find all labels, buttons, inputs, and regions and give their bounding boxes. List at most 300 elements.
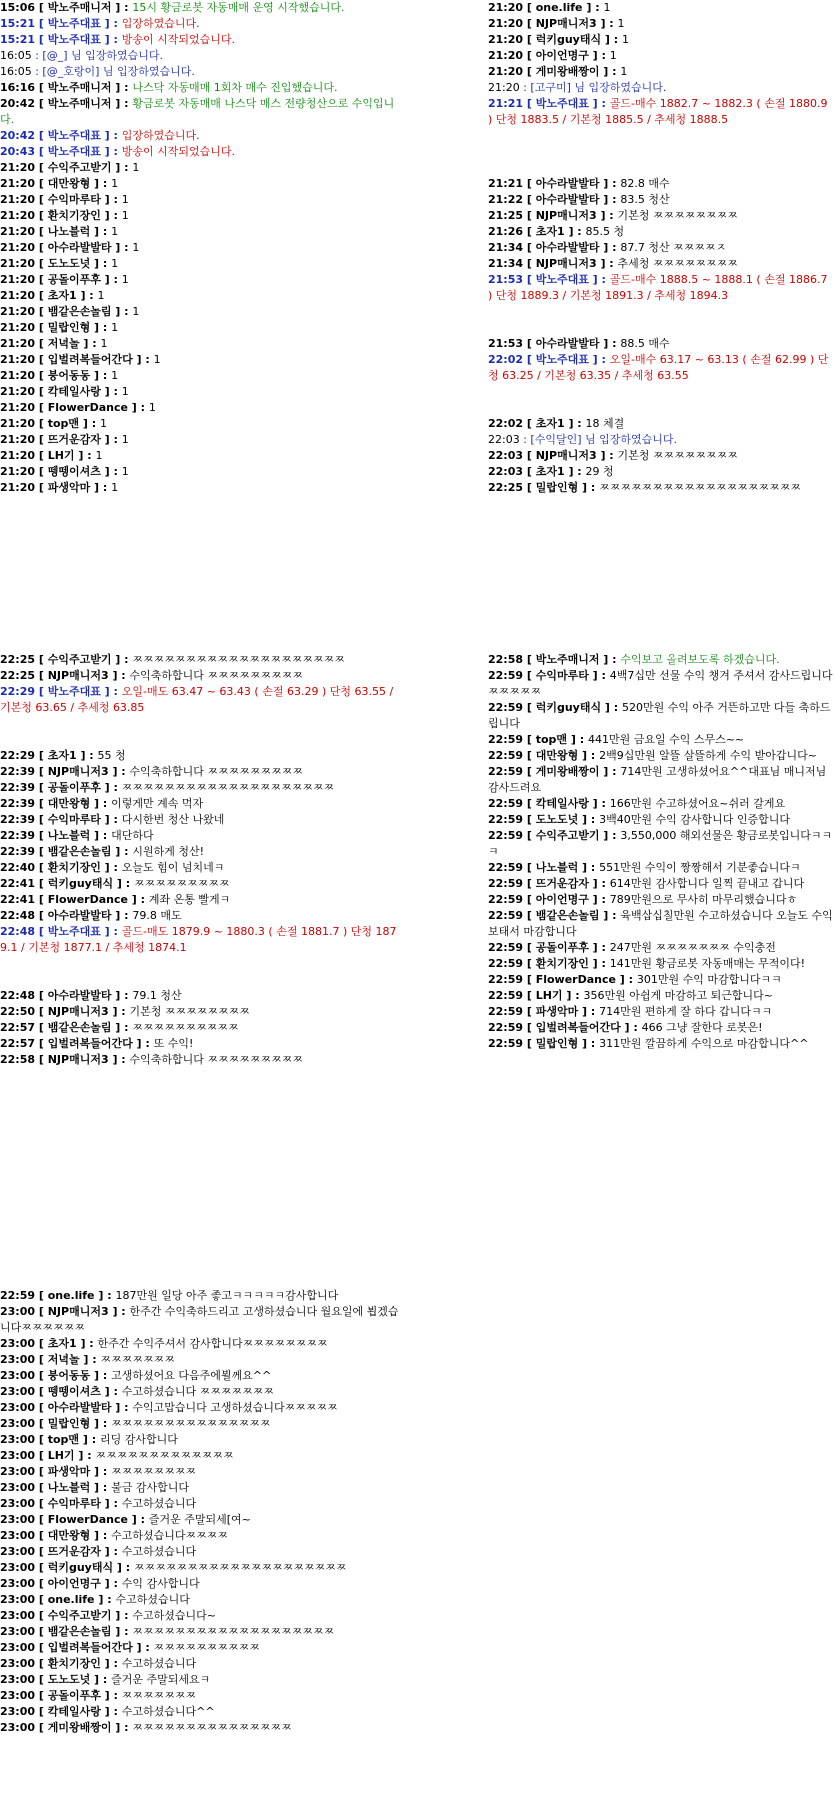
message-text: 1 [111, 321, 119, 334]
message-text: 1 [617, 17, 625, 30]
chat-message: 22:59 [ 칵테일사랑 ] : 166만원 수고하셨어요~쉬러 갈게요 [488, 797, 786, 810]
message-time: 21:21 [488, 177, 524, 190]
chat-message: 22:59 [ one.life ] : 187만원 일당 아주 좋고ㅋㅋㅋㅋㅋ감사합니다 [0, 1289, 339, 1302]
message-time: 22:48 [0, 989, 36, 1002]
chat-message: 21:34 [ 아수라발발타 ] : 87.7 청산 ㅉㅉㅉㅉㅈ [488, 241, 727, 254]
message-nickname: 뱀같은손놀림 [535, 909, 600, 922]
message-text: 입장하였습니다. [121, 129, 200, 142]
message-nickname: 박노주대표 [47, 685, 101, 698]
message-text: 입장하였습니다. [121, 17, 200, 30]
message-text: 1 [121, 273, 129, 286]
chat-message: 21:20 [ 럭키guy태식 ] : 1 [488, 33, 630, 46]
message-time: 20:43 [0, 145, 36, 158]
message-nickname: 뜨거운감자 [535, 877, 589, 890]
message-time: 20:42 [0, 97, 36, 110]
message-text: 리딩 감사합니다 [99, 1433, 178, 1446]
chat-message: 21:20 [ 입벌려복들어간다 ] : 1 [0, 353, 161, 366]
message-nickname: 아수라발발타 [535, 177, 600, 190]
chat-message: 22:48 [ 아수라발발타 ] : 79.8 매도 [0, 909, 182, 922]
message-time: 22:39 [0, 765, 36, 778]
message-text: 이렇게만 계속 먹자 [111, 797, 204, 810]
message-time: 23:00 [0, 1705, 36, 1718]
chat-message: 22:02 [ 초자1 ] : 18 체결 [488, 417, 625, 430]
message-nickname: 파생악마 [535, 1005, 579, 1018]
chat-message: 22:58 [ NJP매니저3 ] : 수익축하합니다 ㅉㅉㅉㅉㅉㅉㅉㅉㅉ [0, 1053, 304, 1066]
message-text: 나스닥 자동매매 1회차 매수 진입했습니다. [132, 81, 338, 94]
message-text: ㅉㅉㅉㅉㅉㅉㅉㅉ [111, 1465, 197, 1478]
message-time: 21:34 [488, 241, 524, 254]
system-notice: [@_] 님 입장하였습니다. [42, 49, 163, 62]
message-nickname: FlowerDance [47, 401, 128, 414]
message-time: 22:25 [0, 653, 36, 666]
message-nickname: 박노주매니저 [47, 81, 112, 94]
chat-message: 23:00 [ top맨 ] : 리딩 감사합니다 [0, 1433, 178, 1446]
message-text: ㅉㅉㅉㅉㅉㅉㅉㅉㅉㅉ [153, 1641, 260, 1654]
message-nickname: 게미왕배짱이 [535, 765, 600, 778]
message-time: 21:20 [488, 81, 520, 94]
chat-message: 21:20 [ 초자1 ] : 1 [0, 289, 105, 302]
message-text: 55 청 [97, 749, 126, 762]
chat-message: 22:59 [ 수익마루타 ] : 4백7십만 선물 수익 챙겨 주셔서 감사드립니다ㅉㅉㅉㅉㅉ [488, 669, 833, 698]
message-time: 21:20 [488, 49, 524, 62]
message-text: 수고하셨습니다~ [132, 1609, 216, 1622]
message-text: 166만원 수고하셨어요~쉬러 갈게요 [609, 797, 786, 810]
message-nickname: 박노주대표 [47, 925, 101, 938]
message-time: 21:20 [0, 209, 36, 222]
message-nickname: LH기 [47, 449, 75, 462]
message-nickname: 저녁놀 [47, 337, 80, 350]
message-nickname: 대만왕형 [535, 749, 579, 762]
message-time: 22:59 [488, 1021, 524, 1034]
message-nickname: NJP매니저3 [47, 669, 109, 682]
message-text: 87.7 청산 ㅉㅉㅉㅉㅈ [620, 241, 727, 254]
message-text: 1 [132, 161, 140, 174]
message-text: 83.5 청산 [620, 193, 670, 206]
chat-message: 23:00 [ 뱀같은손놀림 ] : ㅉㅉㅉㅉㅉㅉㅉㅉㅉㅉㅉㅉㅉㅉㅉㅉㅉㅉㅉ [0, 1625, 335, 1638]
message-nickname: 초자1 [535, 225, 565, 238]
chat-gap [488, 320, 835, 336]
message-time: 22:29 [0, 685, 36, 698]
message-text: 3백40만원 수익 감사합니다 인증합니다 [599, 813, 791, 826]
chat-message: 22:59 [ 입벌려복들어간다 ] : 466 그냥 잘한다 로봇은! [488, 1021, 763, 1034]
chat-message: 23:00 [ 저녁놀 ] : ㅉㅉㅉㅉㅉㅉㅉ [0, 1353, 175, 1366]
message-nickname: 초자1 [535, 465, 565, 478]
message-nickname: 대만왕형 [47, 797, 91, 810]
chat-message: 22:03 [ 초자1 ] : 29 청 [488, 465, 614, 478]
chat-message: 21:20 [ one.life ] : 1 [488, 1, 611, 14]
message-nickname: 환치기장인 [47, 209, 101, 222]
message-text: ㅉㅉㅉㅉㅉㅉㅉㅉㅉㅉㅉㅉㅉㅉㅉㅉㅉㅉㅉ [132, 1625, 335, 1638]
message-time: 22:59 [488, 877, 524, 890]
message-nickname: FlowerDance [47, 893, 128, 906]
chat-message: 23:00 [ 입벌려복들어간다 ] : ㅉㅉㅉㅉㅉㅉㅉㅉㅉㅉ [0, 1641, 260, 1654]
message-time: 21:20 [0, 177, 36, 190]
chat-message: 21:20 : [고구미] 님 입장하였습니다. [488, 81, 667, 94]
message-time: 21:20 [488, 33, 524, 46]
message-nickname: 아수라발발타 [47, 989, 112, 1002]
message-nickname: 아수라발발타 [535, 241, 600, 254]
message-nickname: 초자1 [47, 1337, 77, 1350]
message-time: 22:59 [488, 957, 524, 970]
message-text: 시원하게 청산! [132, 845, 205, 858]
message-nickname: 아이언명구 [47, 1577, 101, 1590]
message-time: 22:59 [488, 861, 524, 874]
message-nickname: 나노블럭 [535, 861, 579, 874]
message-time: 21:20 [0, 273, 36, 286]
chat-message: 21:20 [ NJP매니저3 ] : 1 [488, 17, 625, 30]
message-text: 방송이 시작되었습니다. [121, 145, 236, 158]
message-time: 22:57 [0, 1021, 36, 1034]
message-time: 22:50 [0, 1005, 36, 1018]
message-time: 22:48 [0, 925, 36, 938]
message-nickname: 뜨거운감자 [47, 1545, 101, 1558]
chat-message: 23:00 [ 붕어동동 ] : 고생하셨어요 다음주에뵐께요^^ [0, 1369, 272, 1382]
message-time: 15:21 [0, 33, 36, 46]
message-nickname: 뱀같은손놀림 [47, 1625, 112, 1638]
message-nickname: 수익마루타 [47, 1497, 101, 1510]
chat-message: 23:00 [ 공돌이푸후 ] : ㅉㅉㅉㅉㅉㅉㅉ [0, 1689, 197, 1702]
message-time: 22:25 [488, 481, 524, 494]
chat-message: 22:48 [ 박노주대표 ] : 골드-매도 1879.9 ~ 1880.3 ( 손절 1881.7 ) 단청 1879.1 / 기본청 1877.1 / 추세청 1874.1 [0, 925, 397, 954]
chat-message: 21:20 [ 게미왕배짱이 ] : 1 [488, 65, 628, 78]
chat-message: 22:59 [ 나노블럭 ] : 551만원 수익이 짱짱해서 기분좋습니다ㅋ [488, 861, 801, 874]
chat-gap [488, 304, 835, 320]
message-nickname: 밀랍인형 [47, 321, 91, 334]
message-time: 22:59 [488, 765, 524, 778]
message-time: 21:20 [0, 321, 36, 334]
message-time: 16:05 [0, 49, 32, 62]
chat-message: 21:21 [ 박노주대표 ] : 골드-매수 1882.7 ~ 1882.3 ( 손절 1880.9 ) 단청 1883.5 / 기본청 1885.5 / 추세청 1888.5 [488, 97, 828, 126]
chat-gap [488, 160, 835, 176]
message-time: 23:00 [0, 1625, 36, 1638]
message-text: 714만원 고생하셨어요^^대표님 매니저님 감사드려요 [488, 765, 827, 794]
message-text: 466 그냥 잘한다 로봇은! [641, 1021, 763, 1034]
chat-log-panel-2 [488, 0, 835, 600]
message-time: 22:39 [0, 829, 36, 842]
message-nickname: 입벌려복들어간다 [47, 353, 133, 366]
message-time: 21:20 [0, 193, 36, 206]
message-time: 22:59 [488, 1005, 524, 1018]
message-text: 추세청 ㅉㅉㅉㅉㅉㅉㅉㅉ [617, 257, 738, 270]
chat-message: 21:20 [ 뱀같은손놀림 ] : 1 [0, 305, 140, 318]
message-text: 오늘도 힘이 넘치네ㅋ [121, 861, 225, 874]
message-time: 16:16 [0, 81, 36, 94]
chat-message: 22:29 [ 박노주대표 ] : 오일-매도 63.47 ~ 63.43 ( 손절 63.29 ) 단청 63.55 / 기본청 63.65 / 추세청 63.85 [0, 685, 394, 714]
chat-message: 22:40 [ 환치기장인 ] : 오늘도 힘이 넘치네ㅋ [0, 861, 225, 874]
message-nickname: 공돌이푸후 [47, 1689, 101, 1702]
message-text: 수고하셨습니다 [121, 1657, 197, 1670]
message-time: 22:59 [488, 973, 524, 986]
message-nickname: 파생악마 [47, 1465, 91, 1478]
message-nickname: 밀랍인형 [47, 1417, 91, 1430]
message-text: 1 [620, 65, 628, 78]
message-nickname: LH기 [535, 989, 563, 1002]
message-time: 22:59 [488, 941, 524, 954]
message-time: 21:20 [0, 401, 36, 414]
message-nickname: 박노주대표 [47, 129, 101, 142]
message-nickname: NJP매니저3 [47, 1305, 109, 1318]
chat-message: 23:00 [ 뗑뗑이셔츠 ] : 수고하셨습니다 ㅉㅉㅉㅉㅉㅉㅉ [0, 1385, 275, 1398]
message-time: 22:41 [0, 877, 36, 890]
message-text: 1 [111, 257, 119, 270]
chat-message: 21:20 [ 수익주고받기 ] : 1 [0, 161, 140, 174]
chat-message: 23:00 [ 대만왕형 ] : 수고하셨습니다ㅉㅉㅉㅉ [0, 1529, 229, 1542]
message-time: 22:02 [488, 353, 524, 366]
chat-message: 22:59 [ 럭키guy태식 ] : 520만원 수익 아주 거뜬하고만 다들 축하드립니다 [488, 701, 831, 730]
message-time: 21:25 [488, 209, 524, 222]
message-text: 301만원 수익 마감합니다ㅋㅋ [636, 973, 782, 986]
message-nickname: 칵테일사랑 [47, 1705, 101, 1718]
message-time: 23:00 [0, 1337, 36, 1350]
message-nickname: 박노주매니저 [535, 653, 600, 666]
message-nickname: 럭키guy태식 [535, 701, 602, 714]
chat-message: 22:59 [ 공돌이푸후 ] : 247만원 ㅉㅉㅉㅉㅉㅉㅉ 수익충전 [488, 941, 776, 954]
message-nickname: 아수라발발타 [47, 1401, 112, 1414]
chat-message: 22:59 [ 뱀같은손놀림 ] : 육백삽십칠만원 수고하셨습니다 오늘도 수익보태서 마감합니다 [488, 909, 833, 938]
chat-message: 23:00 [ 럭키guy태식 ] : ㅉㅉㅉㅉㅉㅉㅉㅉㅉㅉㅉㅉㅉㅉㅉㅉㅉㅉㅉㅉ [0, 1561, 347, 1574]
chat-message: 23:00 [ 초자1 ] : 한주간 수익주셔서 감사합니다ㅉㅉㅉㅉㅉㅉㅉㅉ [0, 1337, 328, 1350]
chat-message: 21:21 [ 아수라발발타 ] : 82.8 매수 [488, 177, 670, 190]
message-time: 21:26 [488, 225, 524, 238]
message-time: 22:41 [0, 893, 36, 906]
chat-message: 21:25 [ NJP매니저3 ] : 기본청 ㅉㅉㅉㅉㅉㅉㅉㅉ [488, 209, 738, 222]
chat-message: 21:53 [ 박노주대표 ] : 골드-매수 1888.5 ~ 1888.1 ( 손절 1886.7 ) 단청 1889.3 / 기본청 1891.3 / 추세청 1894.3 [488, 273, 828, 302]
message-nickname: 박노주매니저 [47, 97, 112, 110]
message-text: 1 [99, 417, 107, 430]
message-nickname: 환치기장인 [47, 1657, 101, 1670]
message-time: 22:40 [0, 861, 36, 874]
message-nickname: FlowerDance [535, 973, 616, 986]
message-text: 방송이 시작되었습니다. [121, 33, 236, 46]
chat-message: 22:59 [ 도노도넛 ] : 3백40만원 수익 감사합니다 인증합니다 [488, 813, 791, 826]
message-time: 23:00 [0, 1433, 36, 1446]
message-text: ㅉㅉㅉㅉㅉㅉㅉㅉㅉㅉㅉㅉㅉㅉㅉ [111, 1417, 271, 1430]
message-nickname: 수익마루타 [535, 669, 589, 682]
message-nickname: 수익주고받기 [535, 829, 600, 842]
message-nickname: 입벌려복들어간다 [47, 1037, 133, 1050]
message-text: 1 [95, 449, 103, 462]
message-text: 다시한번 청산 나왔네 [121, 813, 225, 826]
chat-message: 22:59 [ 밀랍인형 ] : 311만원 깔끔하게 수익으로 마감합니다^^ [488, 1037, 809, 1050]
message-nickname: 나노블럭 [47, 1481, 91, 1494]
message-nickname: 초자1 [535, 417, 565, 430]
message-nickname: 럭키guy태식 [47, 1561, 114, 1574]
message-time: 22:59 [488, 893, 524, 906]
chat-message: 22:48 [ 아수라발발타 ] : 79.1 청산 [0, 989, 182, 1002]
message-text: 141만원 황금로봇 자동매매는 무적이다! [609, 957, 806, 970]
message-time: 21:20 [0, 241, 36, 254]
message-text: 88.5 매수 [620, 337, 670, 350]
message-nickname: top맨 [47, 1433, 80, 1446]
message-nickname: 나노블럭 [47, 829, 91, 842]
chat-message: 22:39 [ 공돌이푸후 ] : ㅉㅉㅉㅉㅉㅉㅉㅉㅉㅉㅉㅉㅉㅉㅉㅉㅉㅉㅉㅉ [0, 781, 335, 794]
message-time: 23:00 [0, 1673, 36, 1686]
message-text: ㅉㅉㅉㅉㅉㅉㅉㅉㅉㅉㅉㅉㅉㅉㅉㅉㅉㅉㅉ [599, 481, 802, 494]
message-time: 22:59 [488, 813, 524, 826]
message-time: 21:20 [0, 225, 36, 238]
message-time: 23:00 [0, 1657, 36, 1670]
message-nickname: 도노도넛 [535, 813, 579, 826]
chat-message: 22:41 [ 럭키guy태식 ] : ㅉㅉㅉㅉㅉㅉㅉㅉㅉ [0, 877, 230, 890]
message-text: 714만원 편하게 잘 하다 갑니다ㅋㅋ [599, 1005, 773, 1018]
chat-message: 15:21 [ 박노주대표 ] : 입장하였습니다. [0, 17, 200, 30]
chat-message: 22:39 [ 뱀같은손놀림 ] : 시원하게 청산! [0, 845, 205, 858]
message-time: 23:00 [0, 1545, 36, 1558]
message-time: 23:00 [0, 1577, 36, 1590]
message-nickname: 럭키guy태식 [47, 877, 114, 890]
chat-message: 22:59 [ 파생악마 ] : 714만원 편하게 잘 하다 갑니다ㅋㅋ [488, 1005, 773, 1018]
message-time: 23:00 [0, 1609, 36, 1622]
chat-gap [488, 400, 835, 416]
message-nickname: NJP매니저3 [47, 1053, 109, 1066]
message-text: 1 [132, 241, 140, 254]
message-text: 불금 감사합니다 [111, 1481, 190, 1494]
message-nickname: 박노주대표 [535, 273, 589, 286]
message-nickname: 뱀같은손놀림 [47, 845, 112, 858]
chat-message: 23:00 [ 도노도넛 ] : 즐거운 주말되세요ㅋ [0, 1673, 211, 1686]
message-text: 614만원 감사합니다 일찍 끝내고 갑니다 [609, 877, 805, 890]
chat-message: 15:06 [ 박노주매니저 ] : 15시 황금로봇 자동매매 운영 시작했습니다. [0, 1, 345, 14]
message-text: 1 [121, 465, 129, 478]
message-nickname: 대만왕형 [47, 177, 91, 190]
message-text: 520만원 수익 아주 거뜬하고만 다들 축하드립니다 [488, 701, 831, 730]
message-nickname: 붕어동동 [47, 1369, 91, 1382]
chat-message: 21:20 [ 파생악마 ] : 1 [0, 481, 119, 494]
message-time: 21:20 [488, 65, 524, 78]
message-time: 21:20 [0, 385, 36, 398]
message-text: 4백7십만 선물 수익 챙겨 주셔서 감사드립니다ㅉㅉㅉㅉㅉ [488, 669, 833, 698]
chat-message: 16:05 : [@_] 님 입장하였습니다. [0, 49, 163, 62]
chat-message: 21:20 [ LH기 ] : 1 [0, 449, 103, 462]
chat-message: 21:20 [ 아수라발발타 ] : 1 [0, 241, 140, 254]
message-nickname: 입벌려복들어간다 [535, 1021, 621, 1034]
message-nickname: 밀랍인형 [535, 1037, 579, 1050]
message-nickname: 수익마루타 [47, 813, 101, 826]
message-nickname: 도노도넛 [47, 1673, 91, 1686]
message-text: 18 체결 [585, 417, 625, 430]
chat-message: 21:22 [ 아수라발발타 ] : 83.5 청산 [488, 193, 670, 206]
message-text: 1 [622, 33, 630, 46]
message-time: 22:59 [0, 1289, 36, 1302]
chat-message: 22:39 [ 수익마루타 ] : 다시한번 청산 나왔네 [0, 813, 225, 826]
message-nickname: NJP매니저3 [535, 449, 597, 462]
message-text: 82.8 매수 [620, 177, 670, 190]
message-text: 1 [121, 433, 129, 446]
chat-message: 15:21 [ 박노주대표 ] : 방송이 시작되었습니다. [0, 33, 236, 46]
message-time: 22:59 [488, 909, 524, 922]
message-text: 수고하셨습니다 [121, 1545, 197, 1558]
message-nickname: 밀랍인형 [535, 481, 579, 494]
chat-message: 21:20 [ 도노도넛 ] : 1 [0, 257, 119, 270]
chat-log-panel-4 [488, 652, 835, 1212]
chat-message: 22:29 [ 초자1 ] : 55 청 [0, 749, 126, 762]
chat-message: 22:58 [ 박노주매니저 ] : 수익보고 올려보도록 하겠습니다. [488, 653, 780, 666]
message-text: 551만원 수익이 짱짱해서 기분좋습니다ㅋ [599, 861, 801, 874]
message-nickname: 공돌이푸후 [535, 941, 589, 954]
chat-message: 23:00 [ 파생악마 ] : ㅉㅉㅉㅉㅉㅉㅉㅉ [0, 1465, 197, 1478]
message-time: 21:20 [0, 465, 36, 478]
system-notice: [@_호랑이] 님 입장하였습니다. [42, 65, 195, 78]
chat-message: 23:00 [ 아수라발발타 ] : 수익고맙습니다 고생하셨습니다ㅉㅉㅉㅉㅉ [0, 1401, 338, 1414]
message-nickname: 수익주고받기 [47, 653, 112, 666]
chat-message: 22:59 [ LH기 ] : 356만원 아쉽게 마감하고 퇴근합니다~ [488, 989, 773, 1002]
chat-message: 23:00 [ 수익마루타 ] : 수고하셨습니다 [0, 1497, 197, 1510]
chat-message: 22:41 [ FlowerDance ] : 계좌 온통 빨게ㅋ [0, 893, 231, 906]
chat-message: 22:59 [ 아이언명구 ] : 789만원으로 무사히 마무리했습니다ㅎ [488, 893, 798, 906]
chat-message: 16:16 [ 박노주매니저 ] : 나스닥 자동매매 1회차 매수 진입했습니다. [0, 81, 338, 94]
message-text: 골드-매수 1888.5 ~ 1888.1 ( 손절 1886.7 ) 단청 1889.3 / 기본청 1891.3 / 추세청 1894.3 [488, 273, 828, 302]
message-text: 2백9십만원 알뜰 살뜰하게 수익 받아갑니다~ [599, 749, 817, 762]
chat-message: 21:53 [ 아수라발발타 ] : 88.5 매수 [488, 337, 670, 350]
message-nickname: 붕어동동 [47, 369, 91, 382]
chat-message: 23:00 [ 나노블럭 ] : 불금 감사합니다 [0, 1481, 190, 1494]
message-nickname: 아수라발발타 [535, 193, 600, 206]
chat-message: 22:02 [ 박노주대표 ] : 오일-매수 63.17 ~ 63.13 ( 손절 62.99 ) 단청 63.25 / 기본청 63.35 / 추세청 63.55 [488, 353, 829, 382]
message-time: 22:29 [0, 749, 36, 762]
message-text: 수익축하합니다 ㅉㅉㅉㅉㅉㅉㅉㅉㅉ [129, 765, 304, 778]
message-nickname: 초자1 [47, 289, 77, 302]
message-nickname: 아수라발발타 [47, 909, 112, 922]
message-time: 16:05 [0, 65, 32, 78]
message-nickname: 박노주매니저 [47, 1, 112, 14]
message-time: 22:39 [0, 813, 36, 826]
message-time: 23:00 [0, 1369, 36, 1382]
chat-gap [0, 956, 400, 972]
message-text: 수익 감사합니다 [121, 1577, 200, 1590]
message-time: 23:00 [0, 1513, 36, 1526]
chat-message: 21:20 [ 공돌이푸후 ] : 1 [0, 273, 129, 286]
message-nickname: 도노도넛 [47, 257, 91, 270]
message-time: 23:00 [0, 1353, 36, 1366]
message-text: 수익보고 올려보도록 하겠습니다. [620, 653, 780, 666]
message-nickname: 수익마루타 [47, 193, 101, 206]
message-text: 311만원 깔끔하게 수익으로 마감합니다^^ [599, 1037, 809, 1050]
message-time: 21:21 [488, 97, 524, 110]
chat-message: 20:43 [ 박노주대표 ] : 방송이 시작되었습니다. [0, 145, 236, 158]
chat-message: 23:00 [ 칵테일사랑 ] : 수고하셨습니다^^ [0, 1705, 215, 1718]
chat-message: 22:57 [ 뱀같은손놀림 ] : ㅉㅉㅉㅉㅉㅉㅉㅉㅉㅉ [0, 1021, 239, 1034]
chat-message: 21:20 [ 칵테일사랑 ] : 1 [0, 385, 129, 398]
message-text: 3,550,000 해외선물은 황금로봇입니다ㅋㅋㅋ [488, 829, 833, 858]
message-text: ㅉㅉㅉㅉㅉㅉㅉㅉㅉㅉㅉㅉㅉ [95, 1449, 234, 1462]
message-nickname: 뱀같은손놀림 [47, 305, 112, 318]
message-text: 고생하셨어요 다음주에뵐께요^^ [111, 1369, 272, 1382]
chat-log-panel-5 [0, 1288, 400, 1800]
message-text: 수고하셨습니다^^ [121, 1705, 215, 1718]
message-nickname: 아수라발발타 [47, 241, 112, 254]
chat-message: 21:20 [ 대만왕형 ] : 1 [0, 177, 119, 190]
message-text: 441만원 금요일 수익 스무스~~ [587, 733, 745, 746]
chat-message: 21:20 [ 나노블럭 ] : 1 [0, 225, 119, 238]
message-text: 29 청 [585, 465, 614, 478]
message-time: 23:00 [0, 1529, 36, 1542]
chat-message: 22:59 [ 환치기장인 ] : 141만원 황금로봇 자동매매는 무적이다! [488, 957, 806, 970]
message-time: 22:59 [488, 829, 524, 842]
message-text: 수익축하합니다 ㅉㅉㅉㅉㅉㅉㅉㅉㅉ [129, 669, 304, 682]
message-nickname: 박노주대표 [47, 33, 101, 46]
chat-message: 21:20 [ 밀랍인형 ] : 1 [0, 321, 119, 334]
message-time: 23:00 [0, 1385, 36, 1398]
chat-message: 22:39 [ NJP매니저3 ] : 수익축하합니다 ㅉㅉㅉㅉㅉㅉㅉㅉㅉ [0, 765, 304, 778]
message-text: 골드-매도 1879.9 ~ 1880.3 ( 손절 1881.7 ) 단청 1879.1 / 기본청 1877.1 / 추세청 1874.1 [0, 925, 397, 954]
chat-message: 22:03 : [수익달인] 님 입장하였습니다. [488, 433, 677, 446]
message-time: 20:42 [0, 129, 36, 142]
message-time: 23:00 [0, 1401, 36, 1414]
message-nickname: 환치기장인 [47, 861, 101, 874]
message-text: ㅉㅉㅉㅉㅉㅉㅉㅉㅉㅉㅉㅉㅉㅉㅉㅉㅉㅉㅉㅉ [132, 653, 345, 666]
chat-message: 21:20 [ top맨 ] : 1 [0, 417, 107, 430]
chat-gap [488, 128, 835, 144]
